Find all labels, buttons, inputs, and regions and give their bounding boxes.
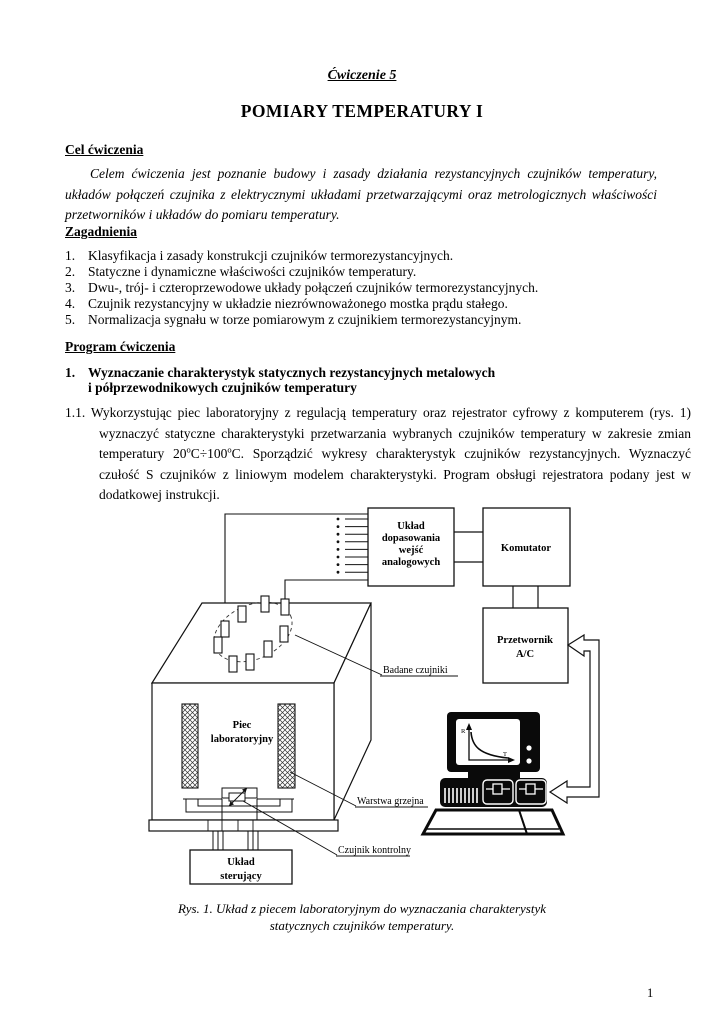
svg-text:wejść: wejść [398, 545, 424, 556]
figure-caption: Rys. 1. Układ z piecem laboratoryjnym do wyznaczania charakterystyk statycznych czujników temperatury. [177, 901, 547, 933]
analog-input-lines [337, 518, 368, 574]
svg-text:Układ: Układ [227, 857, 255, 868]
commutator-converter-links [513, 586, 538, 608]
list-item: 1. Klasyfikacja i zasady konstrukcji czujników termorezystancyjnych. [65, 248, 454, 263]
list-item: 3. Dwu-, trój- i czteroprzewodowe układy połączeń czujników termorezystancyjnych. [65, 280, 539, 296]
section-heading-program: Program ćwiczenia [65, 339, 176, 354]
page-title: POMIARY TEMPERATURY I [240, 101, 484, 121]
adapter-commutator-links [454, 532, 483, 562]
box-uklad-sterujacy [190, 850, 292, 884]
furnace-base [149, 820, 338, 831]
list-item: 5. Normalizacja sygnału w torze pomiarowym z czujnikiem termorezystancyjnym. [65, 312, 522, 328]
page-number: 1 [647, 986, 654, 1000]
svg-text:analogowych: analogowych [381, 557, 441, 568]
svg-text:laboratoryjny: laboratoryjny [210, 734, 274, 745]
cel-paragraph: Celem ćwiczenia jest poznanie budowy i zasady działania rezystancyjnych czujników temperatury, układów połączeń czujnika z elektrycznymi układami przetwarzającymi oraz metrologicznych właściwości przetworników i układów do pomiaru temperatury. [65, 166, 657, 223]
zagadnienia-list [65, 248, 657, 328]
section-heading-zagadnienia: Zagadnienia [65, 224, 138, 239]
svg-text:R: R [461, 728, 466, 735]
svg-text:Badane czujniki: Badane czujniki [383, 665, 448, 676]
program-item-1-heading: 1. Wyznaczanie charakterystyk statycznych rezystancyjnych metalowych i półprzewodnikowych czujników temperatury [65, 365, 496, 395]
box-komutator [483, 508, 570, 586]
monitor-stand [468, 772, 520, 779]
svg-text:dopasowania: dopasowania [381, 533, 441, 544]
exercise-number-heading: Ćwiczenie 5 [327, 68, 397, 83]
program-item-1-text: Wyznaczanie charakterystyk statycznych rezystancyjnych metalowych i półprzewodnikowych czujników temperatury [88, 365, 496, 395]
controller-wires [213, 831, 258, 850]
svg-text:Układ: Układ [397, 521, 425, 532]
svg-text:Przetwornik: Przetwornik [497, 635, 553, 646]
svg-text:Czujnik kontrolny: Czujnik kontrolny [338, 845, 412, 856]
section-heading-cel: Cel ćwiczenia [65, 142, 144, 157]
box-przetwornik-ac [483, 608, 568, 683]
svg-text:Komutator: Komutator [500, 543, 552, 554]
svg-text:T: T [503, 751, 507, 758]
keyboard [423, 810, 563, 834]
svg-text:sterujący: sterujący [220, 871, 262, 882]
svg-text:A/C: A/C [515, 649, 535, 660]
furnace-top-face [152, 603, 371, 683]
box-uklad-dopasowania [368, 508, 454, 586]
figure-rys1-diagram [0, 495, 724, 900]
unit-vents [445, 788, 477, 803]
list-item: 2. Statyczne i dynamiczne właściwości czujników temperatury. [65, 264, 417, 280]
computer-icon [423, 712, 563, 834]
svg-text:Warstwa grzejna: Warstwa grzejna [357, 796, 424, 807]
program-paragraph-1-1: 1.1. Wykorzystując piec laboratoryjny z regulacją temperatury oraz rejestrator cyfrowy z komputerem (rys. 1) wyznaczyć statyczne charakterystyki przetwarzania wybranych czujników temperatury w zakresie zmian temperatury $20^oC\div 100^oC$. Sporządzić wykresy charakterystyk czujników rezystancyjnych. Wyznaczyć czułość S czujników z liniowym modelem charakterystyki. Program obsługi rejestratora podany jest w dodatkowej instrukcji. [65, 405, 691, 503]
list-item: 4. Czujnik rezystancyjny w układzie niezrównoważonego mostka prądu stałego. [65, 296, 508, 312]
svg-text:Piec: Piec [232, 720, 252, 731]
